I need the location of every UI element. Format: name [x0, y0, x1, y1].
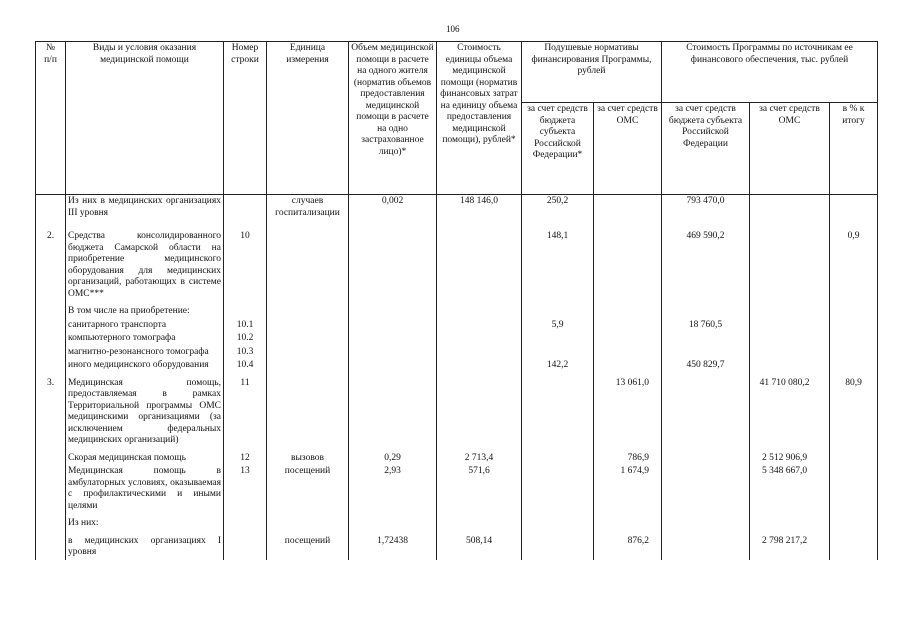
table-row	[36, 377, 878, 448]
cell-num	[36, 517, 66, 531]
header-volume: Объем медицинской помощи в расчете на одного жителя (норматив объемов предоставления медицинской помощи в расчете на одно застрахованное лицо)*	[349, 42, 437, 195]
cell-cb	[662, 377, 750, 448]
page-number: 106	[446, 24, 460, 34]
cell-row: 12	[224, 452, 267, 466]
cell-row: 10.2	[224, 332, 267, 346]
cell-co	[750, 517, 830, 531]
table-row	[36, 465, 878, 513]
cell-pb: 250,2	[522, 195, 594, 221]
spacer-cell	[349, 220, 437, 230]
cell-pct	[830, 517, 878, 531]
cell-cb	[662, 305, 750, 319]
cell-unit	[267, 305, 349, 319]
cell-cost	[437, 305, 522, 319]
cell-cb	[662, 517, 750, 531]
cell-cb: 469 590,2	[662, 230, 750, 301]
cell-num	[36, 195, 66, 221]
cell-co	[750, 305, 830, 319]
table-row	[36, 332, 878, 346]
spacer-cell	[36, 220, 66, 230]
cell-pb	[522, 517, 594, 531]
cell-cost	[437, 332, 522, 346]
cell-cb	[662, 332, 750, 346]
cell-cost	[437, 517, 522, 531]
table-row	[36, 346, 878, 360]
cell-pb: 148,1	[522, 230, 594, 301]
cell-vol: 1,72438	[349, 535, 437, 560]
cell-vol	[349, 359, 437, 373]
cell-vol: 0,002	[349, 195, 437, 221]
cell-num: 2.	[36, 230, 66, 301]
header-row-no: Номер строки	[224, 42, 267, 195]
cell-pct	[830, 535, 878, 560]
cell-cost	[437, 230, 522, 301]
cell-vol	[349, 319, 437, 333]
cell-num	[36, 319, 66, 333]
cell-cb	[662, 346, 750, 360]
cell-pb: 142,2	[522, 359, 594, 373]
cell-co	[750, 319, 830, 333]
cell-cb	[662, 452, 750, 466]
spacer-cell	[437, 220, 522, 230]
cell-unit: вызовов	[267, 452, 349, 466]
cell-po: 786,9	[594, 452, 662, 466]
cell-cost: 571,6	[437, 465, 522, 513]
cell-vol: 2,93	[349, 465, 437, 513]
cell-cb: 793 470,0	[662, 195, 750, 221]
cell-pb: 5,9	[522, 319, 594, 333]
cell-row	[224, 195, 267, 221]
cell-unit	[267, 359, 349, 373]
header-per-budget: за счет средств бюджета субъекта Российской Федерации*	[522, 103, 594, 195]
cell-name: компьютерного томографа	[66, 332, 224, 346]
header-num: № п/п	[36, 42, 66, 195]
header-pc-pct: в % к итогу	[830, 103, 878, 195]
cell-unit: посещений	[267, 535, 349, 560]
cell-cost: 148 146,0	[437, 195, 522, 221]
header-types: Виды и условия оказания медицинской помощи	[66, 42, 224, 195]
cell-po	[594, 359, 662, 373]
cell-unit	[267, 332, 349, 346]
program-cost-table	[35, 41, 878, 560]
cell-name: Из них:	[66, 517, 224, 531]
cell-unit	[267, 377, 349, 448]
cell-name: Средства консолидированного бюджета Самарской области на приобретение медицинского оборудования для медицинских организаций, работающих в системе ОМС***	[66, 230, 224, 301]
cell-pb	[522, 305, 594, 319]
cell-co	[750, 359, 830, 373]
cell-co	[750, 195, 830, 221]
cell-row: 10.1	[224, 319, 267, 333]
cell-num	[36, 346, 66, 360]
cell-name: санитарного транспорта	[66, 319, 224, 333]
cell-po	[594, 319, 662, 333]
table-body	[36, 195, 878, 560]
cell-pb	[522, 377, 594, 448]
cell-unit	[267, 346, 349, 360]
spacer-cell	[522, 220, 594, 230]
cell-pb	[522, 535, 594, 560]
cell-unit	[267, 517, 349, 531]
table-row	[36, 452, 878, 466]
header-per-oms: за счет средств ОМС	[594, 103, 662, 195]
cell-po	[594, 346, 662, 360]
cell-name: иного медицинского оборудования	[66, 359, 224, 373]
cell-row	[224, 535, 267, 560]
cell-co: 5 348 667,0	[750, 465, 830, 513]
cell-co: 2 798 217,2	[750, 535, 830, 560]
cell-cost	[437, 346, 522, 360]
cell-po	[594, 517, 662, 531]
cell-row: 11	[224, 377, 267, 448]
header-pc-oms: за счет средств ОМС	[750, 103, 830, 195]
cell-name: в медицинских организациях I уровня	[66, 535, 224, 560]
cell-num	[36, 332, 66, 346]
cell-vol	[349, 377, 437, 448]
cell-pct: 0,9	[830, 230, 878, 301]
cell-pct	[830, 346, 878, 360]
cell-cb: 18 760,5	[662, 319, 750, 333]
spacer-cell	[830, 220, 878, 230]
cell-unit	[267, 319, 349, 333]
table-row	[36, 517, 878, 531]
cell-vol	[349, 230, 437, 301]
row-spacer	[36, 220, 878, 230]
cell-name: Скорая медицинская помощь	[66, 452, 224, 466]
table-header	[36, 42, 878, 195]
cell-vol	[349, 517, 437, 531]
cell-co	[750, 230, 830, 301]
cell-pct	[830, 359, 878, 373]
cell-name: Медицинская помощь в амбулаторных условиях, оказываемая с профилактическими и иными целями	[66, 465, 224, 513]
cell-row: 10	[224, 230, 267, 301]
cell-cb: 450 829,7	[662, 359, 750, 373]
spacer-cell	[267, 220, 349, 230]
cell-pb	[522, 346, 594, 360]
cell-cost: 508,14	[437, 535, 522, 560]
cell-po	[594, 230, 662, 301]
cell-row	[224, 305, 267, 319]
header-per-capita: Подушевые нормативы финансирования Программы, рублей	[522, 42, 662, 103]
cell-cost	[437, 359, 522, 373]
cell-row: 10.3	[224, 346, 267, 360]
cell-po: 13 061,0	[594, 377, 662, 448]
cell-co: 2 512 906,9	[750, 452, 830, 466]
cell-cost: 2 713,4	[437, 452, 522, 466]
cell-po	[594, 332, 662, 346]
spacer-cell	[594, 220, 662, 230]
cell-co	[750, 346, 830, 360]
cell-name: Медицинская помощь, предоставляемая в рамках Территориальной программы ОМС медицинскими организациями (за исключением федеральных медицинских организаций)	[66, 377, 224, 448]
table-row	[36, 319, 878, 333]
cell-vol: 0,29	[349, 452, 437, 466]
header-pc-budget: за счет средств бюджета субъекта Российской Федерации	[662, 103, 750, 195]
cell-po	[594, 305, 662, 319]
cell-pct	[830, 319, 878, 333]
spacer-cell	[224, 220, 267, 230]
cell-num	[36, 535, 66, 560]
cell-pct	[830, 332, 878, 346]
cell-row: 13	[224, 465, 267, 513]
cell-pct	[830, 465, 878, 513]
table-row	[36, 230, 878, 301]
cell-po	[594, 195, 662, 221]
cell-co	[750, 332, 830, 346]
cell-vol	[349, 332, 437, 346]
cell-name: В том числе на приобретение:	[66, 305, 224, 319]
cell-vol	[349, 305, 437, 319]
spacer-cell	[750, 220, 830, 230]
spacer-cell	[662, 220, 750, 230]
table-row	[36, 535, 878, 560]
cell-po: 876,2	[594, 535, 662, 560]
cell-row: 10.4	[224, 359, 267, 373]
spacer-cell	[66, 220, 224, 230]
cell-cost	[437, 319, 522, 333]
cell-num	[36, 359, 66, 373]
table-row	[36, 305, 878, 319]
table-row	[36, 359, 878, 373]
cell-unit: случаев госпитализации	[267, 195, 349, 221]
cell-pb	[522, 465, 594, 513]
cell-cb	[662, 465, 750, 513]
cell-cb	[662, 535, 750, 560]
cell-pct: 80,9	[830, 377, 878, 448]
cell-pct	[830, 452, 878, 466]
header-cost: Стоимость единицы объема медицинской помощи (норматив финансовых затрат на единицу объема предоставления медицинской помощи), рублей*	[437, 42, 522, 195]
cell-pct	[830, 195, 878, 221]
cell-unit: посещений	[267, 465, 349, 513]
cell-po: 1 674,9	[594, 465, 662, 513]
cell-num	[36, 465, 66, 513]
table-row	[36, 195, 878, 221]
header-program-cost: Стоимость Программы по источникам ее финансового обеспечения, тыс. рублей	[662, 42, 878, 103]
cell-cost	[437, 377, 522, 448]
cell-pb	[522, 452, 594, 466]
cell-co: 41 710 080,2	[750, 377, 830, 448]
cell-name: Из них в медицинских организациях III уровня	[66, 195, 224, 221]
cell-unit	[267, 230, 349, 301]
cell-num: 3.	[36, 377, 66, 448]
cell-pb	[522, 332, 594, 346]
cell-vol	[349, 346, 437, 360]
header-unit: Единица измерения	[267, 42, 349, 195]
cell-row	[224, 517, 267, 531]
cell-num	[36, 305, 66, 319]
cell-num	[36, 452, 66, 466]
cell-name: магнитно-резонансного томографа	[66, 346, 224, 360]
cell-pct	[830, 305, 878, 319]
